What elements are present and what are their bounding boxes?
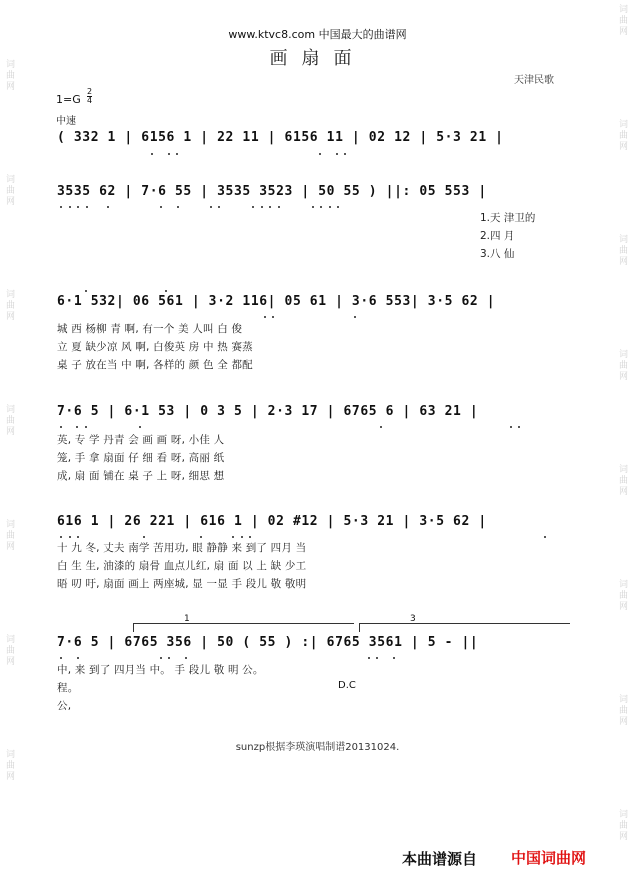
verse-label-3: 3.八 仙 [480, 248, 515, 260]
score-line-5: 616 1 | 26 221 | 616 1 | 02 #12 | 5·3 21 | 3·5 62 | [57, 514, 487, 529]
low-dot [77, 206, 79, 208]
low-dot [77, 657, 79, 659]
dc-marking: D.C [338, 680, 356, 691]
verse-label-2: 2.四 月 [480, 230, 515, 242]
score-line-4: 7·6 5 | 6·1 53 | 0 3 5 | 2·3 17 | 6765 6 | 63 21 | [57, 404, 479, 419]
low-dot [160, 206, 162, 208]
low-dot [200, 536, 202, 538]
site-url: www.ktvc8.com 中国最大的曲谱网 [228, 28, 407, 41]
low-dot [143, 536, 145, 538]
watermark-left-6: 词 曲 网 [6, 635, 16, 667]
lyrics-line6-verse1: 中, 来 到了 四月当 中。 手 段儿 敬 明 公。 [57, 664, 264, 676]
low-dot [69, 206, 71, 208]
verse-label-1: 1.天 津卫的 [480, 212, 536, 224]
low-dot [160, 657, 162, 659]
watermark-right-1: 词 曲 网 [619, 5, 629, 37]
low-dot [176, 153, 178, 155]
key-signature: 1=G [56, 93, 81, 106]
low-dot [264, 316, 266, 318]
tempo-marking: 中速 [56, 116, 76, 127]
watermark-left-7: 词 曲 网 [6, 750, 16, 782]
low-dot [518, 426, 520, 428]
low-dot [544, 536, 546, 538]
low-dot [368, 657, 370, 659]
low-dot [336, 153, 338, 155]
lyrics-line5-verse3: 晤 叨 吁, 扇面 画上 两座城, 显 一显 手 段儿 敬 敬明 [57, 578, 307, 590]
watermark-right-2: 词 曲 网 [619, 120, 629, 152]
low-dot [241, 536, 243, 538]
low-dot [312, 206, 314, 208]
low-dot [107, 206, 109, 208]
watermark-right-4: 词 曲 网 [619, 350, 629, 382]
low-dot [319, 153, 321, 155]
song-title: 画扇面 [269, 48, 366, 69]
source-site-link[interactable]: 中国词曲网 [511, 849, 587, 867]
low-dot [168, 153, 170, 155]
low-dot [320, 206, 322, 208]
low-dot [249, 536, 251, 538]
low-dot [354, 316, 356, 318]
time-signature [87, 88, 92, 105]
lyrics-line6-verse3: 公, [57, 700, 72, 712]
score-line-1: ( 332 1 | 6156 1 | 22 11 | 6156 11 | 02 12 | 5·3 21 | [57, 130, 504, 145]
low-dot [60, 536, 62, 538]
low-dot [185, 657, 187, 659]
lyrics-line6-verse2: 程。 [57, 682, 79, 694]
low-dot [69, 536, 71, 538]
score-line-2: 3535 62 | 7·6 55 | 3535 3523 | 50 55 ) ||: 05 553 | [57, 184, 487, 199]
high-dot [85, 290, 87, 292]
low-dot [380, 426, 382, 428]
lyrics-line4-verse3: 成, 扇 面 铺在 桌 子 上 呀, 细思 想 [57, 470, 225, 482]
low-dot [278, 206, 280, 208]
low-dot [218, 206, 220, 208]
watermark-right-8: 词 曲 网 [619, 810, 629, 842]
low-dot [272, 316, 274, 318]
watermark-left-2: 词 曲 网 [6, 175, 16, 207]
time-numerator: 2 [87, 87, 93, 96]
low-dot [76, 426, 78, 428]
score-line-6: 7·6 5 | 6765 356 | 50 ( 55 ) :| 6765 3561 | 5 - || [57, 635, 479, 650]
watermark-left-5: 词 曲 网 [6, 520, 16, 552]
lyrics-line4-verse2: 笼, 手 拿 扇面 仔 细 看 呀, 高丽 纸 [57, 452, 225, 464]
time-denominator: 4 [87, 96, 93, 105]
watermark-right-6: 词 曲 网 [619, 580, 629, 612]
low-dot [60, 657, 62, 659]
high-dot [165, 290, 167, 292]
lyrics-line5-verse2: 白 生 生, 油漆的 扇骨 血点儿红, 扇 面 以 上 缺 少工 [57, 560, 307, 572]
low-dot [168, 657, 170, 659]
low-dot [376, 657, 378, 659]
low-dot [337, 206, 339, 208]
watermark-left-1: 词 曲 网 [6, 60, 16, 92]
low-dot [151, 153, 153, 155]
lyrics-line5-verse1: 十 九 冬, 丈夫 南学 苦用功, 眼 静静 来 到了 四月 当 [57, 542, 307, 554]
low-dot [60, 426, 62, 428]
low-dot [261, 206, 263, 208]
volta-bracket-1 [133, 614, 354, 632]
watermark-right-3: 词 曲 网 [619, 235, 629, 267]
source-label: 本曲谱源自 [402, 850, 478, 868]
low-dot [252, 206, 254, 208]
low-dot [269, 206, 271, 208]
watermark-right-5: 词 曲 网 [619, 465, 629, 497]
low-dot [86, 206, 88, 208]
low-dot [60, 206, 62, 208]
score-line-3: 6·1 532| 06 561 | 3·2 116| 05 61 | 3·6 553| 3·5 62 | [57, 294, 496, 309]
watermark-right-7: 词 曲 网 [619, 695, 629, 727]
low-dot [177, 206, 179, 208]
lyrics-line3-verse2: 立 夏 缺少凉 风 啊, 白俊英 房 中 热 赛蒸 [57, 341, 253, 353]
lyrics-line3-verse3: 桌 子 放在当 中 啊, 各样的 颜 色 全 都配 [57, 359, 253, 371]
composer-label: 天津民歌 [514, 75, 554, 86]
low-dot [232, 536, 234, 538]
watermark-left-3: 词 曲 网 [6, 290, 16, 322]
low-dot [85, 426, 87, 428]
low-dot [329, 206, 331, 208]
low-dot [77, 536, 79, 538]
watermark-left-4: 词 曲 网 [6, 405, 16, 437]
volta-number-1: 1 [184, 614, 190, 624]
low-dot [210, 206, 212, 208]
low-dot [510, 426, 512, 428]
volta-bracket-3 [359, 614, 570, 632]
lyrics-line3-verse1: 城 西 杨柳 青 啊, 有一个 美 人叫 白 俊 [57, 323, 243, 335]
volta-number-3: 3 [410, 614, 416, 624]
low-dot [139, 426, 141, 428]
transcriber-credit: sunzp根据李瑛演唱制谱20131024. [235, 742, 400, 753]
lyrics-line4-verse1: 英, 专 学 丹青 会 画 画 呀, 小佳 人 [57, 434, 225, 446]
low-dot [344, 153, 346, 155]
low-dot [393, 657, 395, 659]
